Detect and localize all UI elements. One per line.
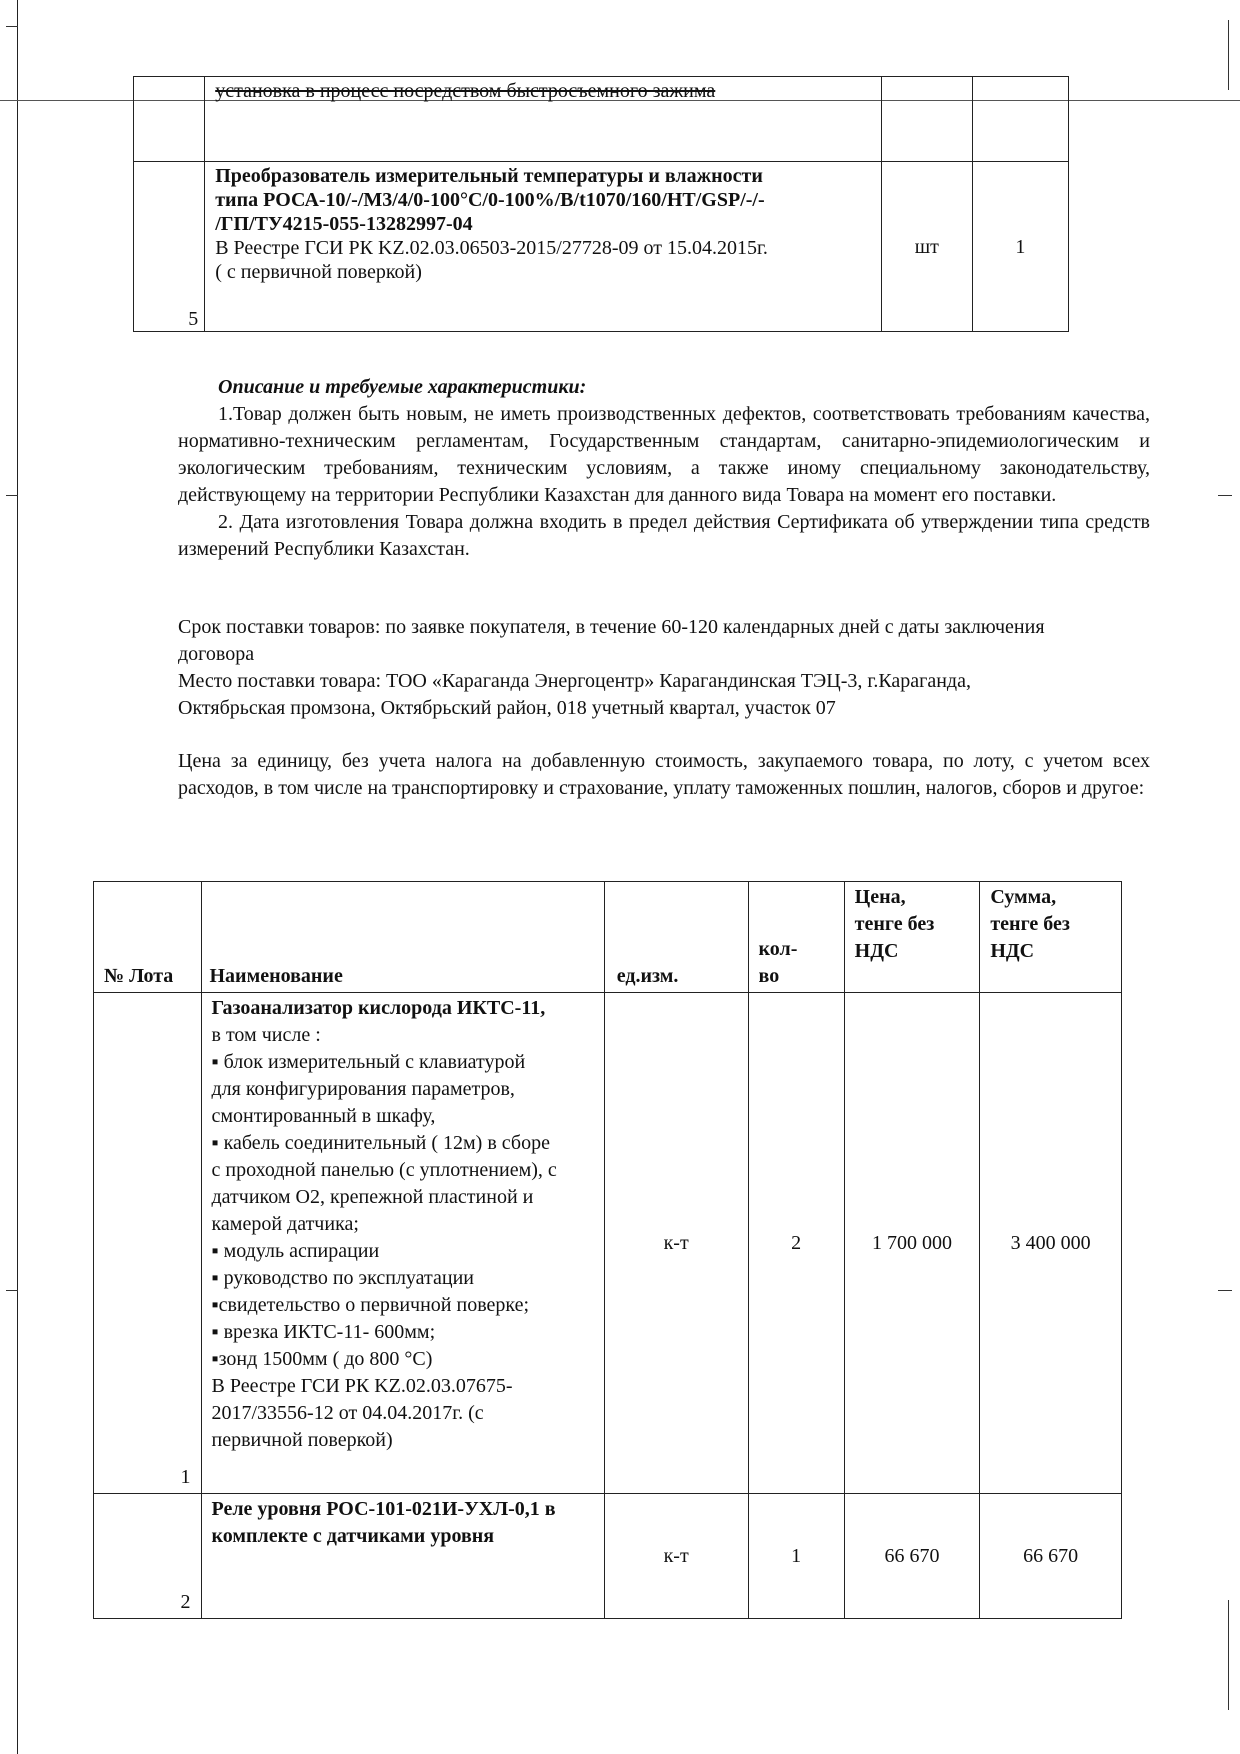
table-row [134, 77, 1069, 162]
description-paragraph-1: 1.Товар должен быть новым, не иметь производственных дефектов, соответствовать требованиям качества, нормативно-техническим регламентам, Государственным стандартам, санитарно-эпидемиологическим и экологическим требованиям, техническим условиям, а также иному специальному законодательству, действующему на территории Республики Казахстан для данного вида Товара на момент его поставки. [178, 403, 1150, 506]
description-paragraph-2: 2. Дата изготовления Товара должна входить в предел действия Сертификата об утверждении типа средств измерений Республики Казахстан. [178, 511, 1150, 560]
item-title: комплекте с датчиками уровня [211, 1525, 495, 1547]
item-registry: В Реестре ГСИ РК KZ.02.03.06503-2015/27728-09 от 15.04.2015г. [215, 237, 768, 259]
table-row [94, 993, 1122, 1494]
item-name-line: типа РОСА-10/-/М3/4/0-100°С/0-100%/В/t1070/160/НТ/GSP/-/- [215, 189, 765, 211]
price-note: Цена за единицу, без учета налога на добавленную стоимость, закупаемого товара, по лоту, с учетом всех расходов, в том числе на транспортировку и страхование, уплату таможенных пошлин, налогов, сборов и другое: [178, 750, 1150, 799]
header-price-line: Цена, [854, 886, 906, 908]
qty-cell: 2 [748, 993, 844, 1494]
scan-tick-right [1218, 1290, 1232, 1291]
price-table [93, 881, 1122, 1619]
delivery-place-line-1: Место поставки товара: ТОО «Караганда Энергоцентр» Карагандинская ТЭЦ-3, г.Караганда, [178, 670, 971, 692]
item-name-cell [205, 162, 882, 332]
row-number-cell [134, 77, 205, 162]
table-row [94, 1494, 1122, 1619]
item-line: в том числе : [211, 1024, 321, 1046]
row-number-cell [134, 162, 205, 332]
header-price-line: тенге без [854, 913, 935, 935]
sum-cell: 66 670 [980, 1494, 1122, 1619]
item-name-line: /ГП/ТУ4215-055-13282997-04 [215, 213, 473, 235]
unit-cell: к-т [604, 1494, 748, 1619]
header-lot: № Лота [94, 882, 202, 993]
header-sum-line: тенге без [990, 913, 1070, 935]
scan-tick-right [1218, 495, 1232, 496]
scan-tick-left [6, 495, 18, 496]
scan-tick-left [6, 1290, 18, 1291]
price-cell: 66 670 [844, 1494, 980, 1619]
header-qty-line: кол- [758, 938, 798, 960]
scan-tick-left [6, 26, 18, 27]
item-line: В Реестре ГСИ РК KZ.02.03.07675- [211, 1375, 513, 1397]
scan-tick-right-vertical [1228, 20, 1229, 90]
sum-cell: 3 400 000 [980, 993, 1122, 1494]
header-unit: ед.изм. [604, 882, 748, 993]
unit-cell: к-т [604, 993, 748, 1494]
item-name-cell [201, 1494, 604, 1619]
item-line: ▪свидетельство о первичной поверке; [211, 1294, 530, 1316]
table-row [134, 162, 1069, 332]
unit-cell [881, 77, 972, 162]
item-line: датчиком О2, крепежной пластиной и [211, 1186, 534, 1208]
qty-cell [972, 162, 1068, 332]
item-line: смонтированный в шкафу, [211, 1105, 436, 1127]
lot-number: 1 [94, 993, 202, 1494]
qty-cell: 1 [748, 1494, 844, 1619]
header-name: Наименование [201, 882, 604, 993]
description-heading: Описание и требуемые характеристики: [218, 376, 587, 398]
item-line: ▪ руководство по эксплуатации [211, 1267, 474, 1289]
unit-value: шт [914, 235, 939, 258]
item-line: ▪зонд 1500мм ( до 800 °С) [211, 1348, 433, 1370]
header-qty-line: во [758, 965, 780, 987]
qty-value: 1 [1015, 235, 1026, 258]
item-line: ▪ модуль аспирации [211, 1240, 380, 1262]
description-section [178, 374, 1150, 563]
item-line: камерой датчика; [211, 1213, 359, 1235]
item-line: 2017/33556-12 от 04.04.2017г. (с [211, 1402, 484, 1424]
delivery-place-line-2: Октябрьская промзона, Октябрьский район, 018 учетный квартал, участок 07 [178, 697, 836, 719]
lot-number: 2 [94, 1494, 202, 1619]
header-price [844, 882, 980, 993]
item-line: ▪ кабель соединительный ( 12м) в сборе [211, 1132, 550, 1154]
item-title: Газоанализатор кислорода ИКТС-11, [211, 997, 546, 1019]
spec-table-continuation [133, 76, 1069, 332]
item-line: ▪ блок измерительный с клавиатурой [211, 1051, 526, 1073]
continued-item-text: установка в процесс посредством быстросъемного зажима [215, 80, 716, 102]
scan-tick-right-vertical [1228, 1600, 1229, 1710]
header-sum [980, 882, 1122, 993]
item-name-cell [201, 993, 604, 1494]
scan-edge-line-left [17, 0, 18, 1754]
item-verification: ( с первичной поверкой) [215, 261, 422, 283]
item-name-cell [205, 77, 882, 162]
header-qty [748, 882, 844, 993]
header-price-line: НДС [854, 940, 899, 962]
header-sum-line: Сумма, [990, 886, 1057, 908]
item-line: первичной поверкой) [211, 1429, 393, 1451]
delivery-term: Срок поставки товаров: по заявке покупателя, в течение 60-120 календарных дней с даты заключения договора [178, 616, 1045, 665]
price-cell: 1 700 000 [844, 993, 980, 1494]
unit-cell [881, 162, 972, 332]
delivery-section [178, 614, 1098, 722]
qty-cell [972, 77, 1068, 162]
header-sum-line: НДС [990, 940, 1035, 962]
item-line: для конфигурирования параметров, [211, 1078, 515, 1100]
item-line: ▪ врезка ИКТС-11- 600мм; [211, 1321, 436, 1343]
item-title: Реле уровня РОС-101-021И-УХЛ-0,1 в [211, 1498, 556, 1520]
item-line: с проходной панелью (с уплотнением), с [211, 1159, 557, 1181]
item-name-line: Преобразователь измерительный температуры и влажности [215, 165, 763, 187]
row-number: 5 [188, 308, 199, 330]
table-header-row [94, 882, 1122, 993]
